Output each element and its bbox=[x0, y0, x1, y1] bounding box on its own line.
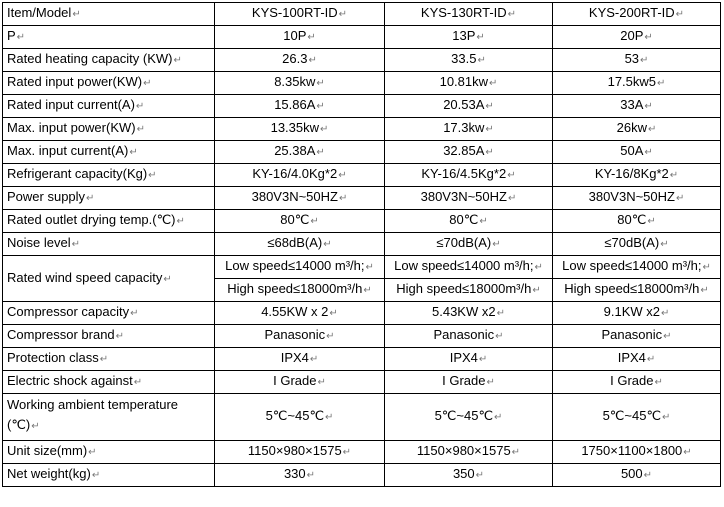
row-label-cell bbox=[3, 49, 215, 72]
table-row bbox=[3, 233, 721, 256]
value-cell-text: Panasonic bbox=[601, 327, 663, 342]
paragraph-mark-icon: ↵ bbox=[326, 331, 335, 342]
table-row bbox=[3, 141, 721, 164]
paragraph-mark-icon: ↵ bbox=[91, 470, 101, 481]
value-cell-text: 5℃~45℃ bbox=[602, 408, 662, 423]
row-label-cell-text: Unit size(mm) bbox=[7, 443, 88, 458]
row-label-cell-text: Item/Model bbox=[7, 5, 72, 20]
value-cell bbox=[553, 394, 721, 441]
value-cell-text: 5℃~45℃ bbox=[434, 408, 494, 423]
row-label-cell-text: Rated input power(KW) bbox=[7, 74, 143, 89]
paragraph-mark-icon: ↵ bbox=[363, 285, 372, 296]
row-label-cell bbox=[3, 72, 215, 95]
value-cell bbox=[215, 187, 385, 210]
paragraph-mark-icon: ↵ bbox=[647, 124, 657, 135]
paragraph-mark-icon: ↵ bbox=[176, 216, 185, 227]
value-cell-text: I Grade bbox=[442, 373, 486, 388]
right-edge-line bbox=[720, 2, 721, 505]
table-row bbox=[3, 72, 721, 95]
ambient-row bbox=[3, 394, 721, 441]
paragraph-mark-icon: ↵ bbox=[662, 412, 671, 423]
paragraph-mark-icon: ↵ bbox=[338, 170, 347, 181]
row-label-cell bbox=[3, 371, 215, 394]
value-cell bbox=[215, 464, 385, 487]
value-cell bbox=[215, 164, 385, 187]
value-cell-text: 33.5 bbox=[451, 51, 477, 66]
value-cell-text: 80℃ bbox=[280, 212, 310, 227]
row-label-cell-text: Rated heating capacity (KW) bbox=[7, 51, 173, 66]
row-label-cell bbox=[3, 187, 215, 210]
paragraph-mark-icon: ↵ bbox=[511, 447, 521, 458]
value-cell-text: 350 bbox=[452, 466, 475, 481]
table-row bbox=[3, 95, 721, 118]
wind-row-low bbox=[3, 256, 721, 279]
paragraph-mark-icon: ↵ bbox=[507, 193, 517, 204]
value-cell-text: Low speed≤14000 m³/h; bbox=[562, 258, 702, 273]
value-cell bbox=[215, 441, 385, 464]
value-cell bbox=[553, 302, 721, 325]
paragraph-mark-icon: ↵ bbox=[99, 354, 109, 365]
value-cell-text: 25.38A bbox=[274, 143, 316, 158]
value-cell bbox=[215, 141, 385, 164]
value-cell-text: ≤70dB(A) bbox=[604, 235, 660, 250]
row-label-cell bbox=[3, 348, 215, 371]
table-row bbox=[3, 441, 721, 464]
value-cell-text: 13.35kw bbox=[270, 120, 320, 135]
value-cell bbox=[215, 256, 385, 279]
value-cell bbox=[215, 210, 385, 233]
value-cell-text: 15.86A bbox=[274, 97, 316, 112]
paragraph-mark-icon: ↵ bbox=[507, 170, 516, 181]
value-cell bbox=[385, 164, 553, 187]
row-label-cell-text: Compressor capacity bbox=[7, 304, 130, 319]
value-cell bbox=[553, 26, 721, 49]
paragraph-mark-icon: ↵ bbox=[309, 354, 319, 365]
row-label-cell-text: Protection class bbox=[7, 350, 99, 365]
paragraph-mark-icon: ↵ bbox=[338, 193, 348, 204]
row-label-cell-text: Noise level bbox=[7, 235, 71, 250]
value-cell-text: Panasonic bbox=[433, 327, 495, 342]
paragraph-mark-icon: ↵ bbox=[496, 308, 505, 319]
paragraph-mark-icon: ↵ bbox=[316, 78, 325, 89]
header-row bbox=[3, 3, 721, 26]
paragraph-mark-icon: ↵ bbox=[657, 78, 666, 89]
paragraph-mark-icon: ↵ bbox=[329, 308, 338, 319]
paragraph-mark-icon: ↵ bbox=[310, 216, 319, 227]
paragraph-mark-icon: ↵ bbox=[148, 170, 157, 181]
value-cell bbox=[553, 279, 721, 302]
paragraph-mark-icon: ↵ bbox=[323, 239, 332, 250]
value-cell-text: Low speed≤14000 m³/h; bbox=[225, 258, 365, 273]
paragraph-mark-icon: ↵ bbox=[136, 124, 145, 135]
row-label-cell-text: P bbox=[7, 28, 16, 43]
paragraph-mark-icon: ↵ bbox=[320, 124, 329, 135]
value-cell bbox=[385, 26, 553, 49]
value-cell-text: KY-16/8Kg*2 bbox=[594, 166, 669, 181]
spec-table bbox=[2, 2, 721, 487]
paragraph-mark-icon: ↵ bbox=[675, 9, 685, 20]
paragraph-mark-icon: ↵ bbox=[88, 447, 97, 458]
value-cell bbox=[385, 141, 553, 164]
value-cell bbox=[215, 348, 385, 371]
row-label-cell bbox=[3, 26, 215, 49]
value-cell-text: I Grade bbox=[273, 373, 317, 388]
row-label-cell-text: Rated wind speed capacity bbox=[7, 269, 163, 285]
value-cell bbox=[385, 302, 553, 325]
value-cell-text: 26.3 bbox=[282, 51, 308, 66]
paragraph-mark-icon: ↵ bbox=[72, 9, 81, 20]
value-cell bbox=[385, 95, 553, 118]
value-cell bbox=[385, 49, 553, 72]
value-cell bbox=[553, 325, 721, 348]
value-cell-text: 13P bbox=[452, 28, 476, 43]
value-cell-text: KY-16/4.0Kg*2 bbox=[252, 166, 338, 181]
value-cell-text: 53 bbox=[624, 51, 640, 66]
paragraph-mark-icon: ↵ bbox=[130, 308, 139, 319]
paragraph-mark-icon: ↵ bbox=[534, 262, 543, 273]
value-cell-text: 17.3kw bbox=[443, 120, 485, 135]
row-label-cell bbox=[3, 3, 215, 26]
paragraph-mark-icon: ↵ bbox=[644, 147, 653, 158]
row-label-cell bbox=[3, 164, 215, 187]
table-row bbox=[3, 26, 721, 49]
value-cell-text: 17.5kw5 bbox=[607, 74, 657, 89]
value-cell-text: I Grade bbox=[610, 373, 654, 388]
value-cell-text: High speed≤18000m³/h bbox=[564, 281, 700, 296]
value-cell bbox=[553, 95, 721, 118]
value-cell-text: 5℃~45℃ bbox=[265, 408, 325, 423]
row-label-cell bbox=[3, 118, 215, 141]
value-cell bbox=[215, 118, 385, 141]
value-cell-text: 1150×980×1575 bbox=[247, 443, 342, 458]
paragraph-mark-icon: ↵ bbox=[479, 216, 488, 227]
value-cell bbox=[385, 464, 553, 487]
table-row bbox=[3, 464, 721, 487]
value-cell-text: High speed≤18000m³/h bbox=[227, 281, 363, 296]
value-cell-text: KYS-200RT-ID bbox=[588, 5, 675, 20]
value-cell bbox=[215, 325, 385, 348]
value-cell bbox=[215, 72, 385, 95]
value-cell bbox=[553, 118, 721, 141]
value-cell bbox=[553, 3, 721, 26]
value-cell-text: 10P bbox=[283, 28, 307, 43]
value-cell bbox=[215, 233, 385, 256]
value-cell bbox=[385, 348, 553, 371]
value-cell bbox=[553, 49, 721, 72]
paragraph-mark-icon: ↵ bbox=[115, 331, 125, 342]
value-cell-text: 80℃ bbox=[449, 212, 479, 227]
value-cell-text: Low speed≤14000 m³/h; bbox=[394, 258, 534, 273]
value-cell-text: 5.43KW x2 bbox=[432, 304, 496, 319]
paragraph-mark-icon: ↵ bbox=[129, 147, 138, 158]
paragraph-mark-icon: ↵ bbox=[489, 78, 498, 89]
value-cell bbox=[385, 394, 553, 441]
row-label-cell bbox=[3, 325, 215, 348]
paragraph-mark-icon: ↵ bbox=[486, 377, 495, 388]
value-cell-text: 4.55KW x 2 bbox=[261, 304, 329, 319]
value-cell-text: 500 bbox=[620, 466, 643, 481]
value-cell-text: 26kw bbox=[616, 120, 647, 135]
value-cell bbox=[215, 394, 385, 441]
value-cell bbox=[553, 233, 721, 256]
row-label-cell-text: Net weight(kg) bbox=[7, 466, 91, 481]
table-row bbox=[3, 49, 721, 72]
value-cell-text: ≤70dB(A) bbox=[436, 235, 492, 250]
value-cell bbox=[385, 210, 553, 233]
value-cell bbox=[553, 72, 721, 95]
value-cell-text: 20.53A bbox=[443, 97, 485, 112]
paragraph-mark-icon: ↵ bbox=[654, 377, 663, 388]
value-cell bbox=[385, 72, 553, 95]
value-cell bbox=[215, 26, 385, 49]
value-cell-text: 32.85A bbox=[443, 143, 485, 158]
paragraph-mark-icon: ↵ bbox=[325, 412, 334, 423]
paragraph-mark-icon: ↵ bbox=[342, 447, 352, 458]
value-cell-text: 9.1KW x2 bbox=[603, 304, 660, 319]
paragraph-mark-icon: ↵ bbox=[143, 78, 152, 89]
paragraph-mark-icon: ↵ bbox=[135, 101, 145, 112]
value-cell bbox=[215, 49, 385, 72]
value-cell-text: KYS-130RT-ID bbox=[420, 5, 507, 20]
paragraph-mark-icon: ↵ bbox=[71, 239, 80, 250]
paragraph-mark-icon: ↵ bbox=[660, 239, 669, 250]
value-cell bbox=[385, 3, 553, 26]
value-cell-text: 80℃ bbox=[617, 212, 647, 227]
row-label-cell bbox=[3, 302, 215, 325]
value-cell bbox=[553, 164, 721, 187]
row-label-cell-text: Rated input current(A) bbox=[7, 97, 135, 112]
paragraph-mark-icon: ↵ bbox=[485, 147, 494, 158]
value-cell bbox=[385, 187, 553, 210]
paragraph-mark-icon: ↵ bbox=[16, 32, 26, 43]
paragraph-mark-icon: ↵ bbox=[475, 470, 485, 481]
paragraph-mark-icon: ↵ bbox=[476, 32, 485, 43]
value-cell bbox=[385, 371, 553, 394]
value-cell bbox=[215, 371, 385, 394]
table-row bbox=[3, 187, 721, 210]
table-row bbox=[3, 348, 721, 371]
paragraph-mark-icon: ↵ bbox=[492, 239, 501, 250]
value-cell-text: ≤68dB(A) bbox=[267, 235, 323, 250]
row-label-cell bbox=[3, 233, 215, 256]
paragraph-mark-icon: ↵ bbox=[338, 9, 348, 20]
value-cell-text: KYS-100RT-ID bbox=[251, 5, 338, 20]
paragraph-mark-icon: ↵ bbox=[683, 447, 692, 458]
paragraph-mark-icon: ↵ bbox=[495, 331, 504, 342]
paragraph-mark-icon: ↵ bbox=[485, 101, 494, 112]
value-cell bbox=[385, 233, 553, 256]
value-cell-text: 330 bbox=[283, 466, 306, 481]
value-cell bbox=[385, 279, 553, 302]
paragraph-mark-icon: ↵ bbox=[477, 55, 486, 66]
table-row bbox=[3, 210, 721, 233]
value-cell-text: 380V3N~50HZ bbox=[251, 189, 338, 204]
paragraph-mark-icon: ↵ bbox=[700, 285, 709, 296]
value-cell bbox=[385, 325, 553, 348]
row-label-cell bbox=[3, 441, 215, 464]
value-cell-text: IPX4 bbox=[617, 350, 646, 365]
value-cell bbox=[385, 441, 553, 464]
paragraph-mark-icon: ↵ bbox=[647, 216, 656, 227]
row-label-cell bbox=[3, 394, 215, 441]
paragraph-mark-icon: ↵ bbox=[308, 55, 317, 66]
paragraph-mark-icon: ↵ bbox=[507, 9, 517, 20]
row-label-cell bbox=[3, 210, 215, 233]
table-row bbox=[3, 302, 721, 325]
row-label-cell-text: Rated outlet drying temp.(℃) bbox=[7, 212, 176, 227]
value-cell-text: 33A bbox=[620, 97, 644, 112]
row-label-cell bbox=[3, 141, 215, 164]
value-cell-text: Panasonic bbox=[264, 327, 326, 342]
paragraph-mark-icon: ↵ bbox=[133, 377, 143, 388]
value-cell-text: 20P bbox=[620, 28, 644, 43]
value-cell bbox=[385, 118, 553, 141]
value-cell-text: 8.35kw bbox=[274, 74, 316, 89]
paragraph-mark-icon: ↵ bbox=[675, 193, 685, 204]
value-cell-text: 1750×1100×1800 bbox=[581, 443, 683, 458]
paragraph-mark-icon: ↵ bbox=[365, 262, 374, 273]
paragraph-mark-icon: ↵ bbox=[485, 124, 494, 135]
value-cell bbox=[215, 279, 385, 302]
paragraph-mark-icon: ↵ bbox=[663, 331, 672, 342]
paragraph-mark-icon: ↵ bbox=[643, 470, 653, 481]
value-cell bbox=[553, 441, 721, 464]
value-cell-text: 10.81kw bbox=[439, 74, 489, 89]
paragraph-mark-icon: ↵ bbox=[644, 101, 653, 112]
paragraph-mark-icon: ↵ bbox=[646, 354, 656, 365]
value-cell-text: 380V3N~50HZ bbox=[588, 189, 675, 204]
value-cell-text: 1150×980×1575 bbox=[416, 443, 511, 458]
row-label-cell bbox=[3, 256, 215, 302]
value-cell-text: 380V3N~50HZ bbox=[420, 189, 507, 204]
table-row bbox=[3, 118, 721, 141]
value-cell bbox=[553, 256, 721, 279]
value-cell bbox=[215, 302, 385, 325]
paragraph-mark-icon: ↵ bbox=[316, 147, 325, 158]
paragraph-mark-icon: ↵ bbox=[494, 412, 503, 423]
paragraph-mark-icon: ↵ bbox=[702, 262, 711, 273]
table-row bbox=[3, 325, 721, 348]
table-row bbox=[3, 164, 721, 187]
ambient-label-line2: (℃) bbox=[7, 417, 31, 432]
row-label-cell-text: Electric shock against bbox=[7, 373, 133, 388]
value-cell bbox=[553, 187, 721, 210]
paragraph-mark-icon: ↵ bbox=[306, 470, 316, 481]
row-label-cell bbox=[3, 464, 215, 487]
paragraph-mark-icon: ↵ bbox=[31, 421, 40, 432]
value-cell bbox=[553, 348, 721, 371]
value-cell bbox=[553, 371, 721, 394]
value-cell bbox=[553, 141, 721, 164]
row-label-cell-text: Compressor brand bbox=[7, 327, 115, 342]
value-cell bbox=[553, 210, 721, 233]
paragraph-mark-icon: ↵ bbox=[173, 55, 182, 66]
paragraph-mark-icon: ↵ bbox=[316, 101, 325, 112]
paragraph-mark-icon: ↵ bbox=[307, 32, 316, 43]
row-label-cell-text: Refrigerant capacity(Kg) bbox=[7, 166, 148, 181]
value-cell-text: IPX4 bbox=[449, 350, 478, 365]
ambient-label-line1: Working ambient temperature bbox=[7, 397, 179, 412]
paragraph-mark-icon: ↵ bbox=[644, 32, 653, 43]
value-cell-text: KY-16/4.5Kg*2 bbox=[421, 166, 507, 181]
row-label-cell-text: Max. input power(KW) bbox=[7, 120, 136, 135]
value-cell bbox=[215, 95, 385, 118]
value-cell bbox=[553, 464, 721, 487]
row-label-cell-text: Power supply bbox=[7, 189, 86, 204]
row-label-cell-text: Max. input current(A) bbox=[7, 143, 129, 158]
paragraph-mark-icon: ↵ bbox=[669, 170, 679, 181]
paragraph-mark-icon: ↵ bbox=[86, 193, 95, 204]
value-cell-text: IPX4 bbox=[280, 350, 309, 365]
paragraph-mark-icon: ↵ bbox=[478, 354, 488, 365]
value-cell-text: 50A bbox=[620, 143, 644, 158]
value-cell bbox=[215, 3, 385, 26]
row-label-cell bbox=[3, 95, 215, 118]
value-cell bbox=[385, 256, 553, 279]
value-cell-text: High speed≤18000m³/h bbox=[396, 281, 532, 296]
paragraph-mark-icon: ↵ bbox=[640, 55, 649, 66]
table-row bbox=[3, 371, 721, 394]
paragraph-mark-icon: ↵ bbox=[317, 377, 326, 388]
paragraph-mark-icon: ↵ bbox=[660, 308, 670, 319]
paragraph-mark-icon: ↵ bbox=[532, 285, 541, 296]
paragraph-mark-icon: ↵ bbox=[163, 273, 172, 285]
